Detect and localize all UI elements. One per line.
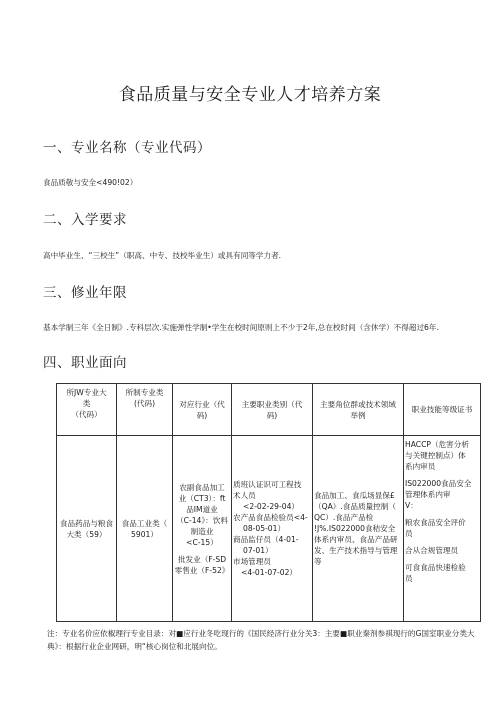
section-heading-career: 四、职业面向 bbox=[43, 355, 127, 371]
section-heading-duration: 三、修业年限 bbox=[43, 285, 127, 301]
cell-major-category: 食品药品与粮食 大类（59） bbox=[57, 436, 117, 622]
cell-positions: 食品加工、食瓜场显保£ （QA）.食品质量控制（ QC）.食品产品检 !J%.IS022000食秸安全 体系内审员、食品产品研 发、生产技术指导与管理 等 bbox=[313, 436, 404, 622]
section-text-admission: 高中毕业生、“三校生”（职高、中专、技校毕业生）或具有同等学力者. bbox=[43, 251, 282, 260]
header-positions: 主要角位群或技术领域 举例 bbox=[313, 384, 404, 436]
cell-occupation: 质班认证识可工程技 术人员 <2-02-29-04） 农产品食品检验员<4- 08-05-01） 商品监仔员（4-01- 07-01） 市场管理员 <4-01-07-02） bbox=[232, 436, 313, 622]
header-major-category: 所JW专业大 类 （代码） bbox=[57, 384, 117, 436]
header-major-class: 所制专业类 (代码) bbox=[117, 384, 173, 436]
section-text-duration: 基本学制三年《全日制》.专科层次.实施弹性学制•学生在校时间原则上不少于2年,总在校时间（含休学）不得超过6年. bbox=[43, 323, 439, 332]
table-note: 注：专业名价应依椒理行专业目录：对■应行业冬吃现行的《国民经济行业分关3：主要■职业秦剂参祺现行的G国室职业分类大典》：根据行业企业网研，明“核心岗位和北展向位。 bbox=[47, 629, 475, 651]
career-table bbox=[56, 383, 481, 622]
page-title: 食品质量与安全专业人才培养方案 bbox=[118, 85, 382, 105]
section-heading-admission: 二、入学要求 bbox=[43, 212, 127, 228]
section-heading-major-name: 一、专业名称（专业代码） bbox=[43, 140, 211, 156]
cell-certificates: HACCP（危害分析 与关键控制点）体 系内审员 IS022000食品安全 管理体系内审 V： 粮农食品安全评价 员 合从合规管理员 可食食品快速检验 员 bbox=[404, 436, 481, 622]
cell-major-class: 食品工业类（ 5901） bbox=[117, 436, 173, 622]
header-industry: 对应行业（代 码) bbox=[173, 384, 232, 436]
header-certificates: 职业技能等级证书 bbox=[404, 384, 481, 436]
table-row bbox=[57, 436, 481, 622]
cell-industry: 农副食品加工 业（CT3）：ft 品IM道业 （C-14》：饮料 制造业 <C-15） 批发业（F-SD 零售业（F-52》 bbox=[173, 436, 232, 622]
section-text-major-name: 食品质敬与安全<490!02） bbox=[43, 178, 138, 187]
header-occupation: 主要职业类别（代 码) bbox=[232, 384, 313, 436]
table-header-row bbox=[57, 384, 481, 436]
